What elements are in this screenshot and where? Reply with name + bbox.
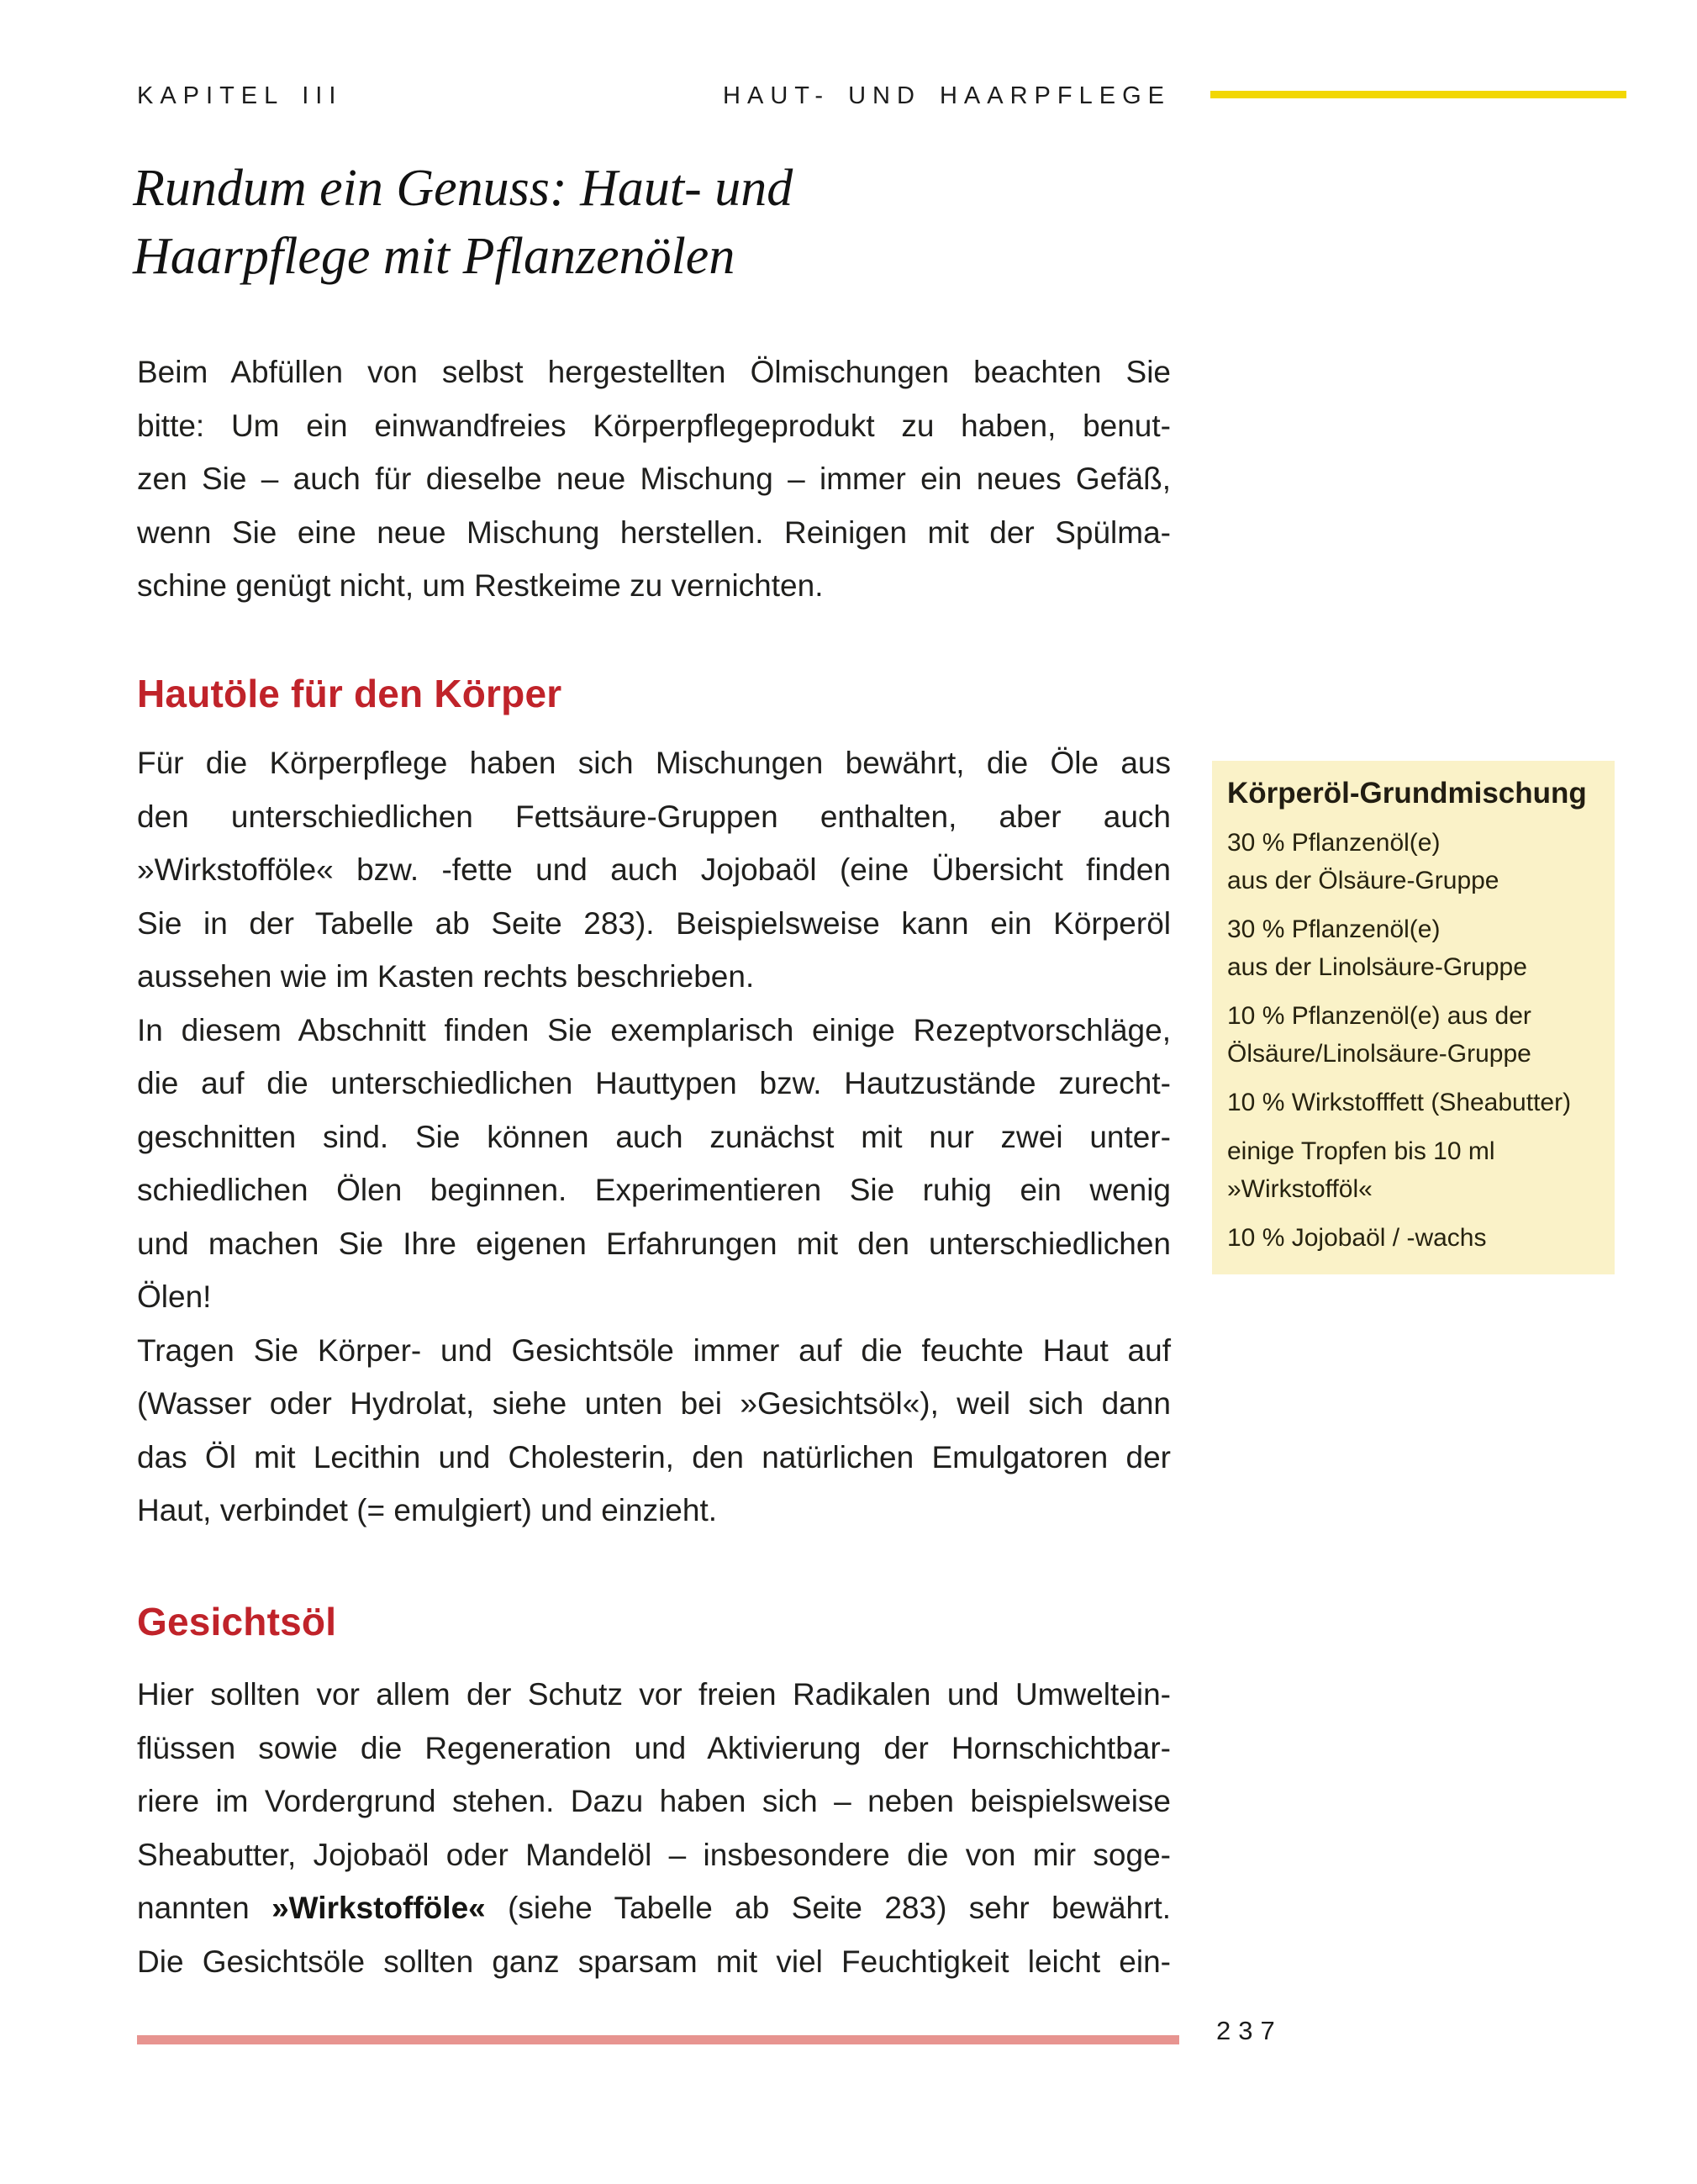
page-number: 237 [1216,2016,1283,2045]
section1-paragraph-a: Für die Körperpflege haben sich Mischungen bewährt, die Öle aus den unterschiedlichen Fettsäure-Gruppen enthalten, aber auch »Wirkstofföle« bzw. -fette und auch Jojobaöl (eine Übersicht finden Sie in der Tabelle ab Seite 283). Beispielsweise kann ein Körperöl aussehen wie im Kasten rechts beschrieben. [137,746,1171,994]
page-title: Rundum ein Genuss: Haut- und Haarpflege mit Pflanzenölen [133,160,793,285]
header-accent-line [1210,91,1626,98]
section-heading-gesichtsoel: Gesichtsöl [137,1600,337,1643]
section-heading-hautoele: Hautöle für den Körper [137,672,562,715]
footer-rule [137,2035,1179,2044]
recipe-box-items [1227,824,1601,1257]
recipe-box-koerperoel [1212,761,1615,1274]
running-header [137,82,1171,110]
recipe-box-item: 30 % Pflanzenöl(e) aus der Linolsäure-Gruppe [1227,915,1527,981]
recipe-box-item: 10 % Pflanzenöl(e) aus der Ölsäure/Linolsäure-Gruppe [1227,1002,1531,1068]
section1-body [137,736,1171,1538]
recipe-box-item: 30 % Pflanzenöl(e) aus der Ölsäure-Gruppe [1227,829,1499,894]
recipe-box-title: Körperöl-Grundmischung [1227,777,1587,810]
chapter-label: KAPITEL III [137,82,343,109]
section2-paragraph: Hier sollten vor allem der Schutz vor freien Radikalen und Umweltein- flüssen sowie die Regeneration und Aktivierung der Hornschichtbar- riere im Vordergrund stehen. Dazu haben sich – neben beispielsweise Sheabutter, Jojobaöl oder Mandelöl – insbesondere die von mir soge- nannten »Wirkstofföle« (siehe Tabelle ab Seite 283) sehr bewährt. Die Gesichtsöle sollten ganz sparsam mit viel Feuchtigkeit leicht ein- [137,1677,1172,1979]
section1-paragraph-c: Tragen Sie Körper- und Gesichtsöle immer auf die feuchte Haut auf (Wasser oder Hydrolat, siehe unten bei »Gesichtsöl«), weil sich dann das Öl mit Lecithin und Cholesterin, den natürlichen Emulgatoren der Haut, verbindet (= emulgiert) und einzieht. [137,1332,1171,1527]
section1-paragraph-b: In diesem Abschnitt finden Sie exemplarisch einige Rezeptvorschläge, die auf die unterschiedlichen Hauttypen bzw. Hautzustände zurecht- geschnitten sind. Sie können auch zunächst mit nur zwei unter- schiedlichen Ölen beginnen. Experimentieren Sie ruhig ein wenig und machen Sie Ihre eigenen Erfahrungen mit den unterschiedlichen Ölen! [137,1012,1171,1314]
recipe-box-item: 10 % Wirkstofffett (Sheabutter) [1227,1089,1572,1116]
intro-paragraph: Beim Abfüllen von selbst hergestellten Ölmischungen beachten Sie bitte: Um ein einwandfreies Körperpflegeprodukt zu haben, benut- zen Sie – auch für dieselbe neue Mischung – immer ein neues Gefäß, wenn Sie eine neue Mischung herstellen. Reinigen mit der Spülma- schine genügt nicht, um Restkeime zu vernichten. [137,355,1171,603]
chapter-title-label: HAUT- UND HAARPFLEGE [723,82,1171,109]
recipe-box-item: einige Tropfen bis 10 ml »Wirkstofföl« [1227,1137,1495,1203]
recipe-box-item: 10 % Jojobaöl / -wachs [1227,1224,1487,1252]
